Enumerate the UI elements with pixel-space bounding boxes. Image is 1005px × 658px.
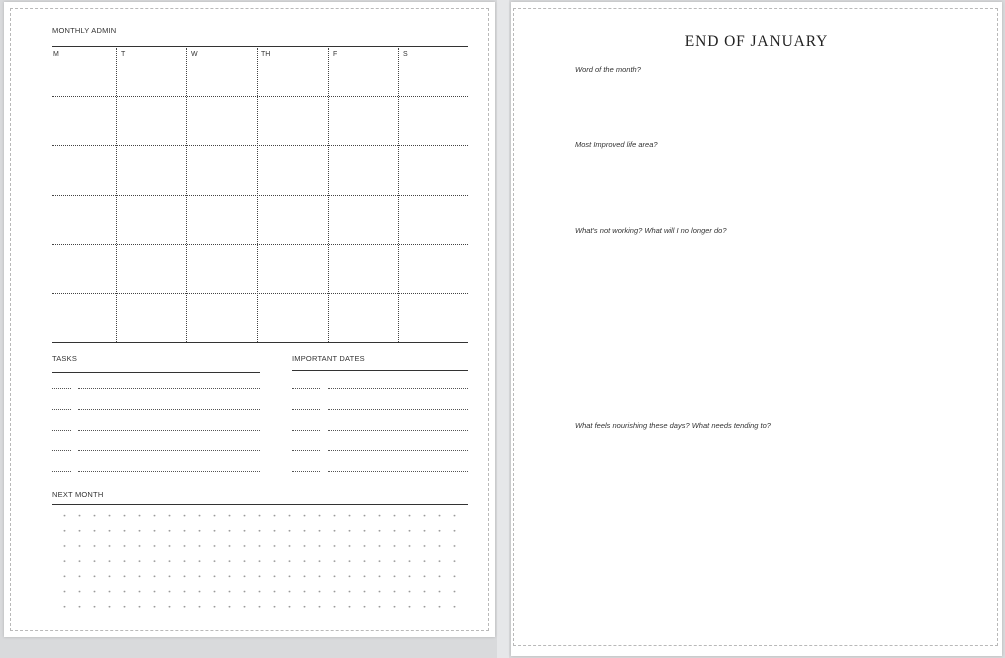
question-not-working: What's not working? What will I no longer do? xyxy=(575,226,727,235)
question-most-improved: Most Improved life area? xyxy=(575,140,658,149)
date-note-line[interactable] xyxy=(328,388,468,389)
question-word-of-month: Word of the month? xyxy=(575,65,641,74)
page-gap xyxy=(497,0,509,658)
task-checkbox-line[interactable] xyxy=(52,388,71,389)
day-header-sat: S xyxy=(403,51,408,58)
important-dates-heading: IMPORTANT DATES xyxy=(292,354,365,363)
calendar-week-row[interactable] xyxy=(52,145,468,146)
important-dates-rule xyxy=(292,370,468,371)
calendar-week-row[interactable] xyxy=(52,96,468,97)
tasks-heading: TASKS xyxy=(52,354,78,363)
task-checkbox-line[interactable] xyxy=(52,409,71,410)
day-header-mon: M xyxy=(53,51,59,58)
date-line[interactable] xyxy=(292,388,320,389)
task-line[interactable] xyxy=(78,409,260,410)
date-line[interactable] xyxy=(292,450,320,451)
day-header-fri: F xyxy=(333,51,338,58)
tasks-rule xyxy=(52,372,260,373)
task-line[interactable] xyxy=(78,388,260,389)
calendar-top-rule xyxy=(52,46,468,47)
date-line[interactable] xyxy=(292,409,320,410)
page-border xyxy=(513,8,998,646)
page-title: MONTHLY ADMIN xyxy=(52,26,117,35)
task-line[interactable] xyxy=(78,450,260,451)
next-month-dot-grid[interactable] xyxy=(52,506,468,620)
task-checkbox-line[interactable] xyxy=(52,430,71,431)
date-note-line[interactable] xyxy=(328,471,468,472)
task-line[interactable] xyxy=(78,471,260,472)
end-of-month-page[interactable] xyxy=(511,2,1002,656)
question-nourishing: What feels nourishing these days? What needs tending to? xyxy=(575,421,771,430)
task-checkbox-line[interactable] xyxy=(52,450,71,451)
day-header-wed: W xyxy=(191,51,198,58)
monthly-admin-page[interactable] xyxy=(4,2,495,637)
calendar-week-row[interactable] xyxy=(52,244,468,245)
day-header-tue: T xyxy=(121,51,126,58)
date-note-line[interactable] xyxy=(328,409,468,410)
date-note-line[interactable] xyxy=(328,450,468,451)
date-line[interactable] xyxy=(292,471,320,472)
day-header-thu: TH xyxy=(261,51,271,58)
date-line[interactable] xyxy=(292,430,320,431)
page-title: END OF JANUARY xyxy=(684,33,829,50)
calendar-week-row[interactable] xyxy=(52,293,468,294)
task-line[interactable] xyxy=(78,430,260,431)
next-month-heading: NEXT MONTH xyxy=(52,490,104,499)
task-checkbox-line[interactable] xyxy=(52,471,71,472)
calendar-bottom-rule xyxy=(52,342,468,343)
date-note-line[interactable] xyxy=(328,430,468,431)
next-month-rule xyxy=(52,504,468,505)
calendar-week-row[interactable] xyxy=(52,195,468,196)
